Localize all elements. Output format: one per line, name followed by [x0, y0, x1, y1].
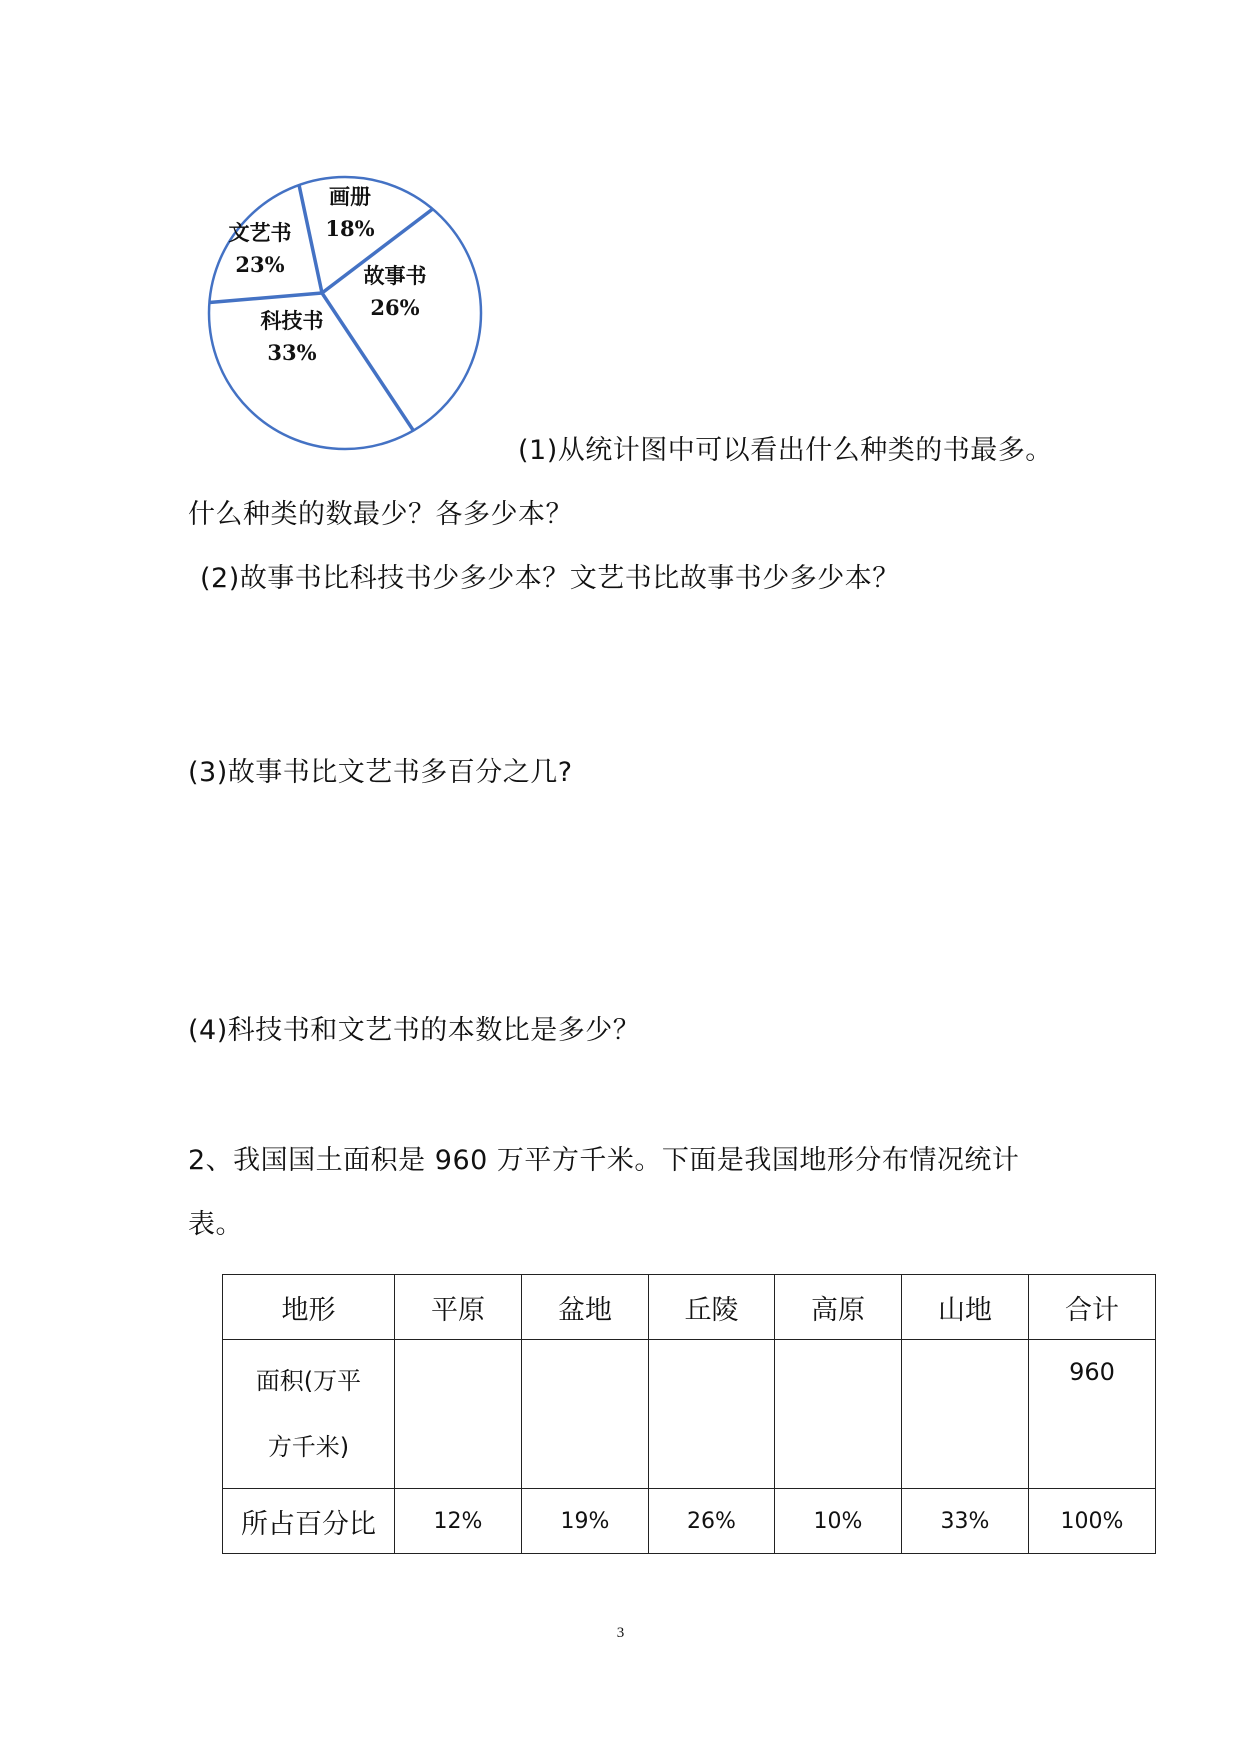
area-cell-hills[interactable] — [649, 1340, 775, 1489]
percent-cell-basin: 19% — [522, 1489, 649, 1554]
percent-cell-plain: 12% — [395, 1489, 522, 1554]
pie-slice-label: 故事书 — [363, 263, 427, 288]
area-label-line-2: 方千米) — [267, 1433, 350, 1461]
area-cell-plateau[interactable] — [775, 1340, 902, 1489]
pie-slice-percent: 26% — [370, 295, 420, 320]
pie-divider — [299, 185, 322, 293]
table-row-area — [223, 1340, 1156, 1489]
header-cell-basin: 盆地 — [522, 1275, 649, 1340]
area-cell-mountain[interactable] — [902, 1340, 1029, 1489]
page-number: 3 — [616, 1625, 625, 1641]
table-row-percent — [223, 1489, 1156, 1554]
area-row-label — [223, 1340, 395, 1489]
header-cell-terrain: 地形 — [223, 1275, 395, 1340]
header-cell-total: 合计 — [1029, 1275, 1156, 1340]
percent-cell-mountain: 33% — [902, 1489, 1029, 1554]
percent-cell-hills: 26% — [649, 1489, 775, 1554]
question-1-line-1: (1)从统计图中可以看出什么种类的书最多。 — [518, 435, 1053, 466]
question-2: (2)故事书比科技书少多少本？文艺书比故事书少多少本？ — [200, 563, 900, 594]
header-cell-plateau: 高原 — [775, 1275, 902, 1340]
percent-cell-total: 100% — [1029, 1489, 1156, 1554]
question-4: (4)科技书和文艺书的本数比是多少？ — [188, 1015, 641, 1046]
area-cell-total: 960 — [1029, 1340, 1156, 1489]
header-cell-plain: 平原 — [395, 1275, 522, 1340]
pie-slice-percent: 23% — [235, 252, 285, 277]
problem-2-line-2: 表。 — [188, 1209, 243, 1240]
question-1-line-2: 什么种类的数最少？各多少本？ — [188, 499, 573, 530]
problem-2-line-1: 2、我国国土面积是 960 万平方千米。下面是我国地形分布情况统计 — [188, 1145, 1020, 1176]
terrain-table — [222, 1274, 1156, 1554]
header-cell-hills: 丘陵 — [649, 1275, 775, 1340]
area-cell-plain[interactable] — [395, 1340, 522, 1489]
percent-cell-plateau: 10% — [775, 1489, 902, 1554]
pie-divider — [209, 293, 322, 302]
pie-slice-percent: 33% — [267, 340, 317, 365]
area-label-line-1: 面积(万平 — [255, 1367, 362, 1395]
area-cell-basin[interactable] — [522, 1340, 649, 1489]
header-cell-mountain: 山地 — [902, 1275, 1029, 1340]
pie-slice-label: 科技书 — [260, 308, 324, 333]
pie-slice-percent: 18% — [325, 216, 375, 241]
pie-slice-label: 文艺书 — [228, 220, 292, 245]
percent-row-label: 所占百分比 — [223, 1489, 395, 1554]
pie-slice-label: 画册 — [329, 184, 371, 209]
table-header-row — [223, 1275, 1156, 1340]
pie-chart — [200, 168, 490, 458]
question-3: (3)故事书比文艺书多百分之几? — [188, 757, 573, 788]
